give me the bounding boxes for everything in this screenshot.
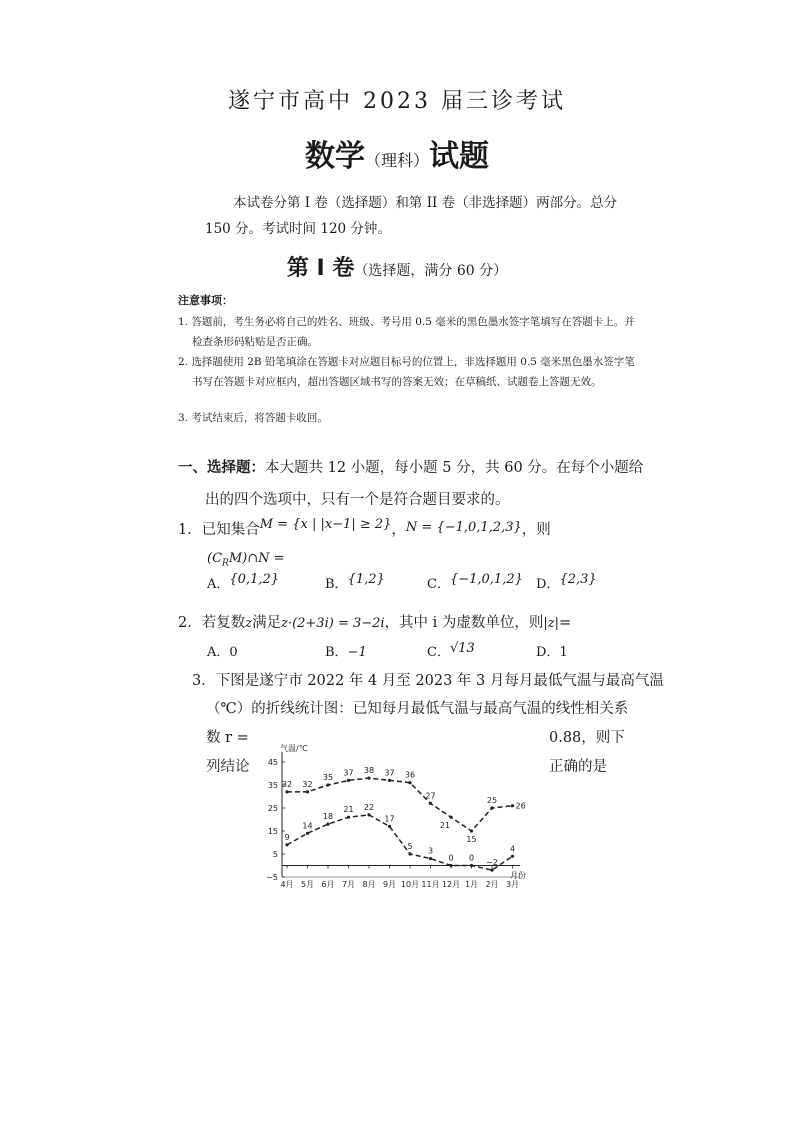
x-tick-label: 12月 <box>441 880 461 889</box>
data-label: 14 <box>302 821 313 831</box>
y-tick-label: 25 <box>267 804 278 813</box>
q2-text-d: = <box>559 615 572 631</box>
q1-option-a[interactable] <box>207 573 279 592</box>
y-tick-label: 5 <box>272 850 278 859</box>
data-label: −2 <box>486 858 498 868</box>
data-point <box>408 852 411 855</box>
exam-title: 遂宁市高中 2023 届三诊考试 <box>228 89 566 114</box>
data-point <box>429 802 432 805</box>
x-tick-label: 11月 <box>421 880 440 889</box>
data-label: 36 <box>404 770 416 780</box>
q3-line-3a: 数 r = <box>206 730 249 746</box>
data-label: 37 <box>343 768 354 778</box>
q3-line-4b: 正确的是 <box>549 759 607 775</box>
data-label: 18 <box>322 812 334 822</box>
data-point <box>285 790 288 793</box>
data-label: 3 <box>427 846 434 856</box>
x-tick-label: 5月 <box>300 880 315 889</box>
x-tick-label: 8月 <box>362 880 376 889</box>
note-item-1: 1. 答题前，考生务必将自己的姓名、班级、考号用 0.5 毫米的黑色墨水签字笔填写在答题卡上。并检查条形码粘贴是否正确。 <box>178 316 635 348</box>
data-point <box>470 829 473 832</box>
q2-text-b: 满足 <box>252 615 282 631</box>
q1-expr-tail: M)∩N = <box>228 551 285 566</box>
q1-option-b-value: {1,2} <box>347 572 385 587</box>
series-line-2 <box>287 815 516 870</box>
q3-line-4a: 列结论 <box>206 759 250 775</box>
y-tick-label: −5 <box>266 873 278 882</box>
x-tick-label: 7月 <box>341 880 356 889</box>
q1-option-b-label: B． <box>325 577 348 592</box>
q2-option-a[interactable] <box>207 641 238 660</box>
q1-option-d[interactable] <box>536 573 597 592</box>
data-label: 35 <box>322 773 334 782</box>
q1-option-d-label: D． <box>536 577 560 592</box>
note-item-2: 2. 选择题使用 2B 铅笔填涂在答题卡对应题目标号的位置上，非选择题用 0.5 毫米黑色墨水签字笔书写在答题卡对应框内，超出答题区域书写的答案无效；在草稿纸、试题卷上答题无效。 <box>178 356 635 388</box>
q2-z: z <box>245 616 253 631</box>
data-point <box>367 813 370 816</box>
temperature-line-chart <box>258 740 540 895</box>
q1-option-b[interactable] <box>325 573 385 592</box>
data-label: 21 <box>439 821 451 831</box>
q2-option-b-label: B． <box>325 645 348 660</box>
data-point <box>388 779 391 782</box>
y-tick-label: 45 <box>267 758 278 767</box>
q1-option-a-label: A． <box>207 577 230 592</box>
data-label: 27 <box>425 791 436 801</box>
data-point <box>326 783 329 786</box>
data-label: 32 <box>302 779 313 789</box>
data-label: 26 <box>515 801 526 811</box>
x-tick-label: 3月 <box>505 880 520 889</box>
x-tick-label: 2月 <box>485 880 499 889</box>
q1-text-b: ，则 <box>521 522 551 538</box>
volume-title <box>0 251 794 282</box>
q1-option-c-label: C． <box>427 577 450 592</box>
q2-option-a-label: A． <box>207 645 230 660</box>
x-tick-label: 6月 <box>321 880 335 889</box>
data-point <box>490 806 493 809</box>
data-label: 22 <box>363 802 375 812</box>
volume-sub: （选择题，满分 60 分） <box>354 263 508 279</box>
y-tick-label: 15 <box>267 827 278 836</box>
subject-tail: 试题 <box>429 139 489 174</box>
data-point <box>449 816 452 819</box>
data-label: 5 <box>407 842 413 851</box>
q2-option-c-value: √13 <box>449 641 475 656</box>
section-title <box>178 456 643 477</box>
q1-comma: ， <box>391 522 406 538</box>
q2-option-d[interactable] <box>536 641 568 660</box>
q1-set-m: M = {x | |x−1| ≥ 2} <box>259 517 392 532</box>
data-point <box>408 781 411 784</box>
data-point <box>285 843 288 846</box>
data-label: 0 <box>468 853 475 863</box>
data-point <box>429 857 432 860</box>
q2-option-d-label: D． <box>536 645 560 660</box>
data-point <box>511 855 514 858</box>
q3-line-3b: 0.88，则下 <box>549 730 625 746</box>
q1-option-a-value: {0,1,2} <box>229 572 280 587</box>
data-point <box>306 832 309 835</box>
q1-number: 1． <box>178 522 202 538</box>
q2-number: 2． <box>178 615 202 631</box>
data-point <box>511 804 514 807</box>
q2-option-a-value: 0 <box>229 645 238 660</box>
q2-option-c-label: C． <box>427 645 450 660</box>
data-point <box>449 864 452 867</box>
q2-text-c: ，其中 i 为虚数单位，则 <box>384 615 544 631</box>
data-point <box>326 823 329 826</box>
notes-heading: 注意事项： <box>178 294 233 307</box>
y-axis-label: 气温/℃ <box>280 744 308 753</box>
series-line-1 <box>287 778 513 831</box>
x-axis-label: 月份 <box>510 871 526 880</box>
subject-title <box>0 131 794 175</box>
data-label: 4 <box>509 844 516 854</box>
data-label: 9 <box>284 832 290 842</box>
q1-option-c-value: {−1,0,1,2} <box>449 572 523 587</box>
data-point <box>367 777 370 780</box>
intro-paragraph: 本试卷分第 I 卷（选择题）和第 II 卷（非选择题）两部分。总分 150 分。考试时间 120 分钟。 <box>205 195 618 237</box>
note-item-3: 3. 考试结束后，将答题卡收回。 <box>178 412 328 424</box>
q2-option-c[interactable] <box>427 641 475 660</box>
q1-expression <box>207 551 285 569</box>
volume-main: 第 I 卷 <box>286 256 355 281</box>
data-point <box>470 864 473 867</box>
data-label: 37 <box>384 768 395 778</box>
section-desc-cont: 出的四个选项中，只有一个是符合题目要求的。 <box>205 492 510 508</box>
data-label: 25 <box>486 796 498 805</box>
q1-option-d-value: {2,3} <box>559 572 597 587</box>
data-label: 38 <box>363 766 375 776</box>
data-point <box>347 816 350 819</box>
q1-expr-head: (C <box>207 551 223 566</box>
section-desc: 本大题共 12 小题，每小题 5 分，共 60 分。在每个小题给 <box>265 460 644 476</box>
data-label: 0 <box>448 853 454 863</box>
q2-equation: z·(2+3i) = 3−2i <box>281 616 385 631</box>
data-point <box>388 825 391 828</box>
data-point <box>347 779 350 782</box>
subject-main: 数学 <box>304 139 365 174</box>
x-tick-label: 4月 <box>280 880 294 889</box>
q3-line-2: （℃）的折线统计图：已知每月最低气温与最高气温的线性相关系 <box>206 701 629 717</box>
section-label: 一、选择题： <box>178 460 265 476</box>
q1-text-a: 已知集合 <box>201 522 260 538</box>
data-label: 15 <box>466 835 477 844</box>
x-tick-label: 10月 <box>400 880 420 889</box>
x-tick-label: 9月 <box>382 880 397 889</box>
data-label: 32 <box>281 779 293 789</box>
subject-sub: （理科） <box>364 151 429 170</box>
x-tick-label: 1月 <box>464 880 479 889</box>
y-tick-label: 35 <box>267 781 278 790</box>
data-point <box>490 869 493 872</box>
question-1 <box>178 518 551 539</box>
q2-abs: |z| <box>543 616 560 631</box>
q3-line-1: 3．下图是遂宁市 2022 年 4 月至 2023 年 3 月每月最低气温与最高气温 <box>192 673 664 689</box>
q2-text-a: 若复数 <box>201 615 246 631</box>
question-2 <box>178 611 571 632</box>
q2-option-b-value: −1 <box>347 645 367 660</box>
data-label: 21 <box>343 805 354 815</box>
q2-option-b[interactable] <box>325 641 367 660</box>
q1-set-n: N = {−1,0,1,2,3} <box>405 520 522 535</box>
data-point <box>306 790 309 793</box>
data-label: 17 <box>384 814 395 824</box>
q2-option-d-value: 1 <box>559 645 568 660</box>
q1-option-c[interactable] <box>427 573 523 592</box>
q1-expr-sub: R <box>222 558 229 569</box>
